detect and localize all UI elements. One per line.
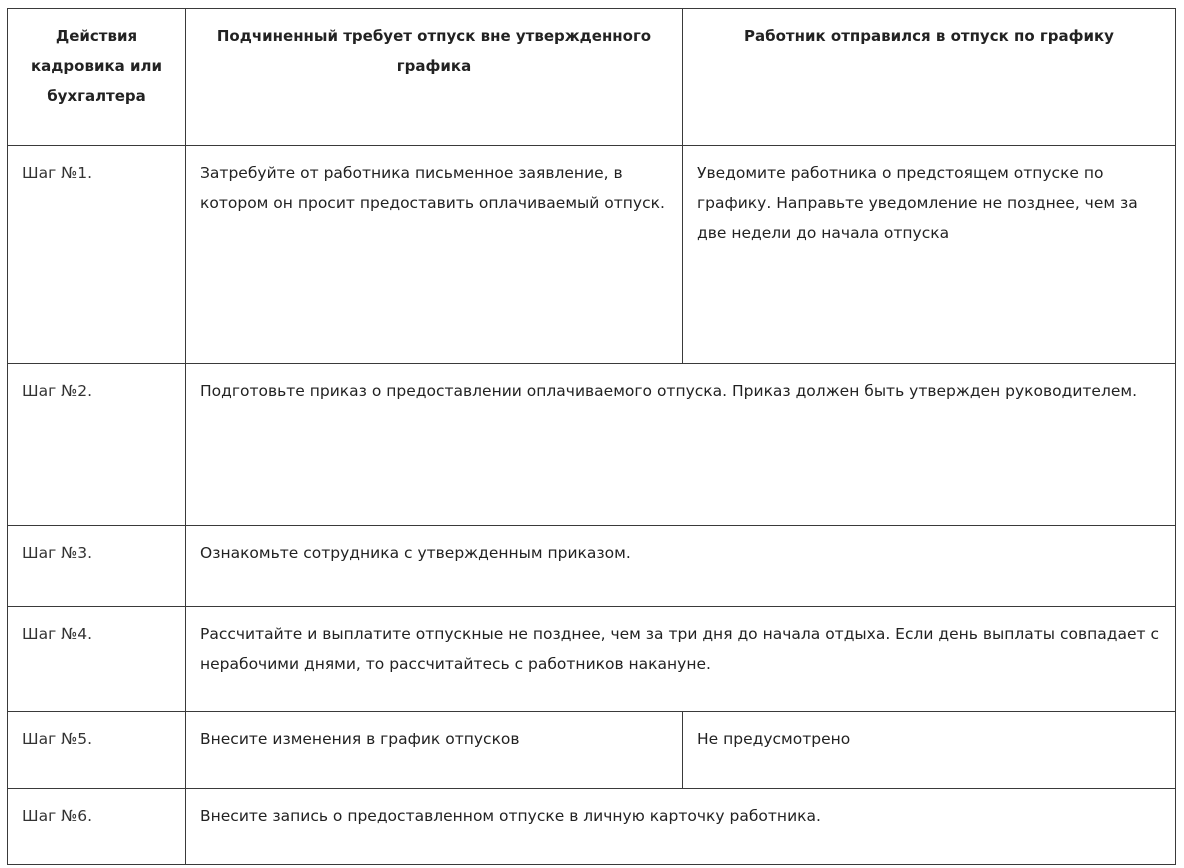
table-header-row xyxy=(8,9,1176,146)
step-5-scheduled: Не предусмотрено xyxy=(683,712,1176,789)
step-1-scheduled: Уведомите работника о предстоящем отпуске по графику. Направьте уведомление не позднее, чем за две недели до начала отпуска xyxy=(683,146,1176,364)
header-actions: Действия кадровика или бухгалтера xyxy=(8,9,186,146)
step-4-text: Рассчитайте и выплатите отпускные не позднее, чем за три дня до начала отдыха. Если день выплаты совпадает с нерабочими днями, то рассчитайтесь с работников накануне. xyxy=(186,607,1176,712)
table-row xyxy=(8,607,1176,712)
step-2-text: Подготовьте приказ о предоставлении оплачиваемого отпуска. Приказ должен быть утвержден руководителем. xyxy=(186,364,1176,526)
step-label: Шаг №6. xyxy=(8,789,186,865)
header-scheduled-vacation: Работник отправился в отпуск по графику xyxy=(683,9,1176,146)
table-row xyxy=(8,712,1176,789)
step-label: Шаг №2. xyxy=(8,364,186,526)
step-label: Шаг №4. xyxy=(8,607,186,712)
step-label: Шаг №3. xyxy=(8,526,186,607)
header-unscheduled-vacation: Подчиненный требует отпуск вне утвержденного графика xyxy=(186,9,683,146)
step-label: Шаг №1. xyxy=(8,146,186,364)
table-row xyxy=(8,789,1176,865)
step-3-text: Ознакомьте сотрудника с утвержденным приказом. xyxy=(186,526,1176,607)
table-row xyxy=(8,146,1176,364)
step-label: Шаг №5. xyxy=(8,712,186,789)
vacation-steps-table xyxy=(7,8,1176,865)
step-1-unscheduled: Затребуйте от работника письменное заявление, в котором он просит предоставить оплачиваемый отпуск. xyxy=(186,146,683,364)
table-row xyxy=(8,526,1176,607)
table-row xyxy=(8,364,1176,526)
step-5-unscheduled: Внесите изменения в график отпусков xyxy=(186,712,683,789)
step-6-text: Внесите запись о предоставленном отпуске в личную карточку работника. xyxy=(186,789,1176,865)
